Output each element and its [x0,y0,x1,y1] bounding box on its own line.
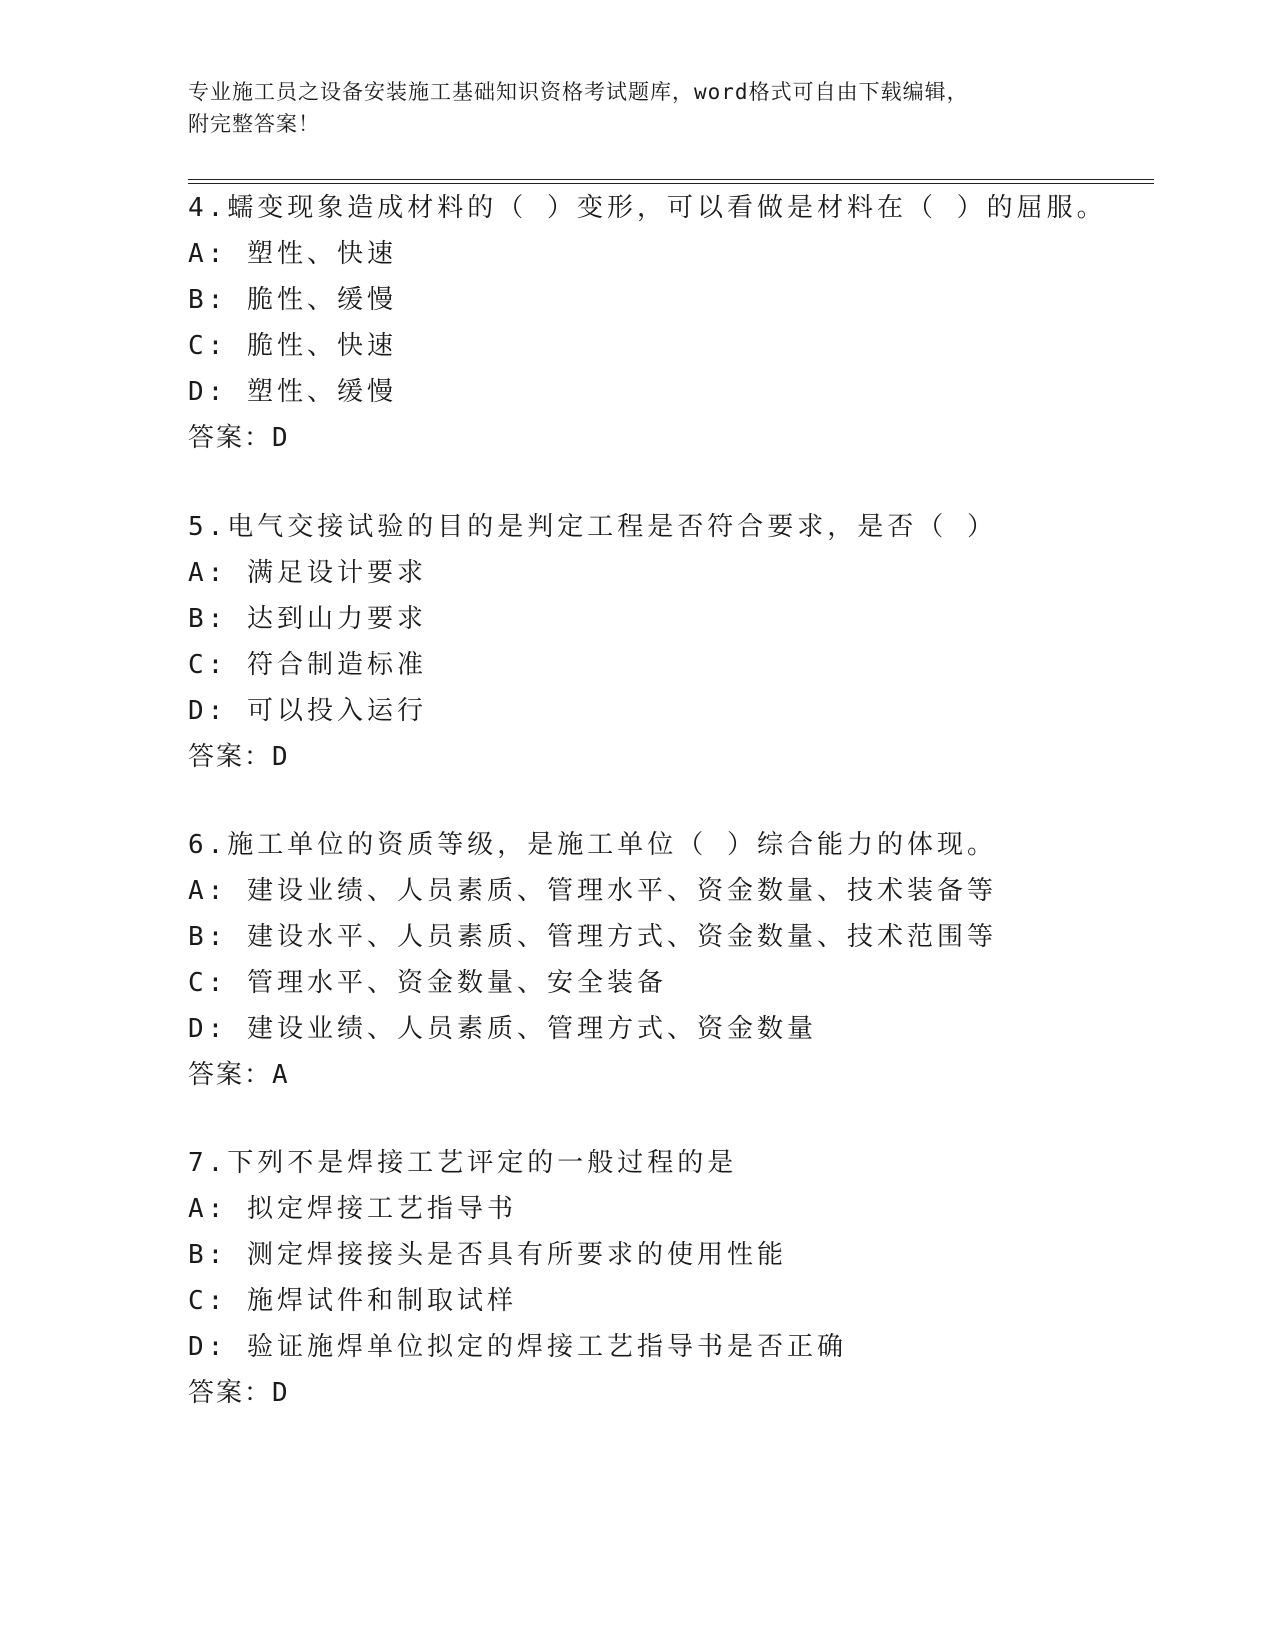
option-a: A: 拟定焊接工艺指导书 [188,1194,517,1224]
option-c: C: 符合制造标准 [188,650,427,680]
question-block [188,504,1148,780]
option-d: D: 可以投入运行 [188,696,427,726]
header-line-2: 附完整答案！ [188,112,320,136]
question-block [188,185,1148,461]
option-a: A: 满足设计要求 [188,558,427,588]
question-block [188,1140,1148,1416]
answer-text: 答案：D [188,742,290,772]
option-a: A: 塑性、快速 [188,239,397,269]
option-a: A: 建设业绩、人员素质、管理水平、资金数量、技术装备等 [188,876,997,906]
option-c: C: 管理水平、资金数量、安全装备 [188,968,667,998]
option-b: B: 建设水平、人员素质、管理方式、资金数量、技术范围等 [188,922,997,952]
answer-text: 答案：D [188,423,290,453]
header-line-1: 专业施工员之设备安装施工基础知识资格考试题库，word格式可自由下载编辑， [188,80,969,104]
option-c: C: 施焊试件和制取试样 [188,1286,517,1316]
question-text: 7.下列不是焊接工艺评定的一般过程的是 [188,1148,738,1178]
option-b: B: 脆性、缓慢 [188,285,397,315]
option-d: D: 塑性、缓慢 [188,377,397,407]
question-block [188,822,1148,1098]
answer-text: 答案：A [188,1060,290,1090]
option-d: D: 建设业绩、人员素质、管理方式、资金数量 [188,1014,817,1044]
question-text: 6.施工单位的资质等级，是施工单位（ ）综合能力的体现。 [188,830,997,860]
question-text: 4.蠕变现象造成材料的（ ）变形，可以看做是材料在（ ）的屈服。 [188,193,1107,223]
option-d: D: 验证施焊单位拟定的焊接工艺指导书是否正确 [188,1332,847,1362]
option-c: C: 脆性、快速 [188,331,397,361]
header-divider [188,179,1154,184]
answer-text: 答案：D [188,1378,290,1408]
option-b: B: 测定焊接接头是否具有所要求的使用性能 [188,1240,787,1270]
document-header [188,76,1088,140]
question-text: 5.电气交接试验的目的是判定工程是否符合要求，是否（ ） [188,512,997,542]
option-b: B: 达到山力要求 [188,604,427,634]
